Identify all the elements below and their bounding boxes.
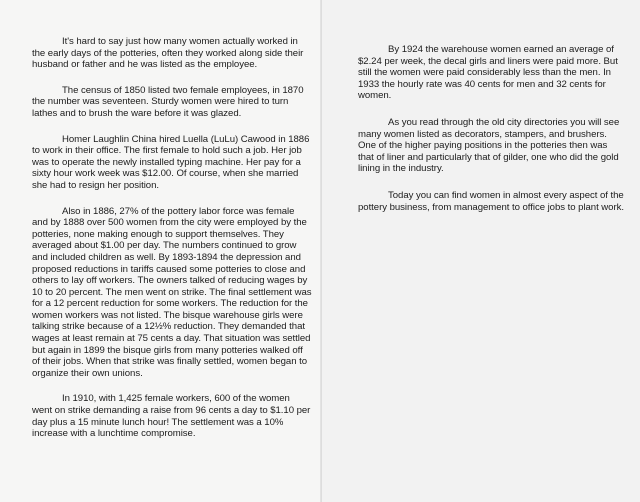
right-page [322,0,640,502]
left-paragraph-5: In 1910, with 1,425 female workers, 600 of the women went on strike demanding a raise from 96 cents a day to $1.10 per day plus a 15 minute lunch hour! The settlement was a 10% increase with a lunchtime compromise. [32,393,311,440]
left-paragraph-3: Homer Laughlin China hired Luella (LuLu) Cawood in 1886 to work in their office. The first female to hold such a job. Her job was to operate the newly installed typing machine. Her pay for a sixty hour work week was $12.00. Of course, when she married she had to resign her position. [32,133,310,191]
right-paragraph-3: Today you can find women in almost every aspect of the pottery business, from management to office jobs to plant work. [358,189,624,213]
left-paragraph-2: The census of 1850 listed two female employees, in 1870 the number was seventeen. Sturdy women were hired to turn lathes and to brush the ware before it was glazed. [32,84,304,119]
right-paragraph-2: As you read through the old city directories you will see many women listed as decorators, stampers, and brushers. One of the higher paying positions in the potteries then was that of liner and particularly that of gilder, one who did the gold lining in the industry. [358,116,620,175]
right-paragraph-1: By 1924 the warehouse women earned an average of $2.24 per week, the decal girls and liners were paid more. But still the women were paid considerably less than the men. In 1933 the hourly rate was 40 cents for men and 32 cents for women. [358,44,618,102]
left-paragraph-4: Also in 1886, 27% of the pottery labor force was female and by 1888 over 500 women from the city were employed by the potteries, none making enough to support themselves. They averaged about $1.00 per day. The numbers continued to grow and included children as well. By 1893-1894 the depression and proposed reductions in tariffs caused some potteries to close and others to lay off workers. The owners talked of reducing wages by 10 to 20 percent. The men went on strike. The final settlement was for a 12 percent reduction for some workers. The reduction for the women workers was not listed. The bisque warehouse girls were talking strike because of a 12½% reduction. They demanded that wages at least remain at 75 cents a day. That situation was settled but again in 1899 the bisque girls from many potteries walked off of their jobs. When that strike was finally settled, women began to organize their own unions. [32,205,312,379]
left-paragraph-1: It's hard to say just how many women actually worked in the early days of the potteries, often they worked along side their husband or father and he was listed as the employee. [32,36,304,71]
